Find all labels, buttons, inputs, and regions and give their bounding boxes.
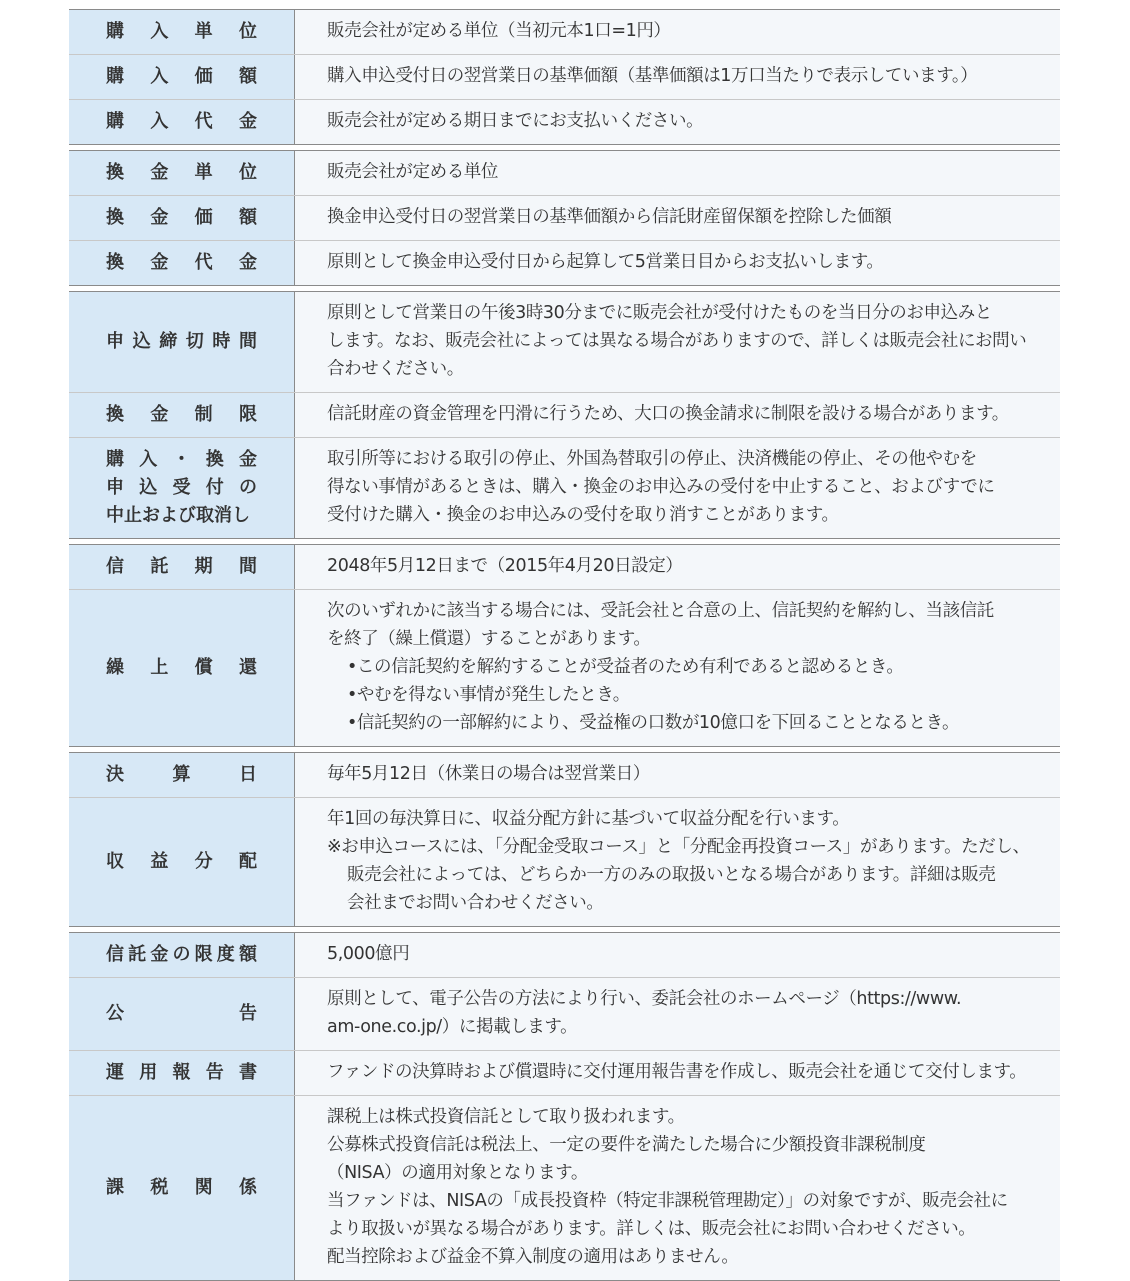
table-group <box>69 9 1060 145</box>
row-label-line: 運 用 報 告 書 <box>106 1062 257 1083</box>
row-value-line: 2048年5月12日まで（2015年4月20日設定） <box>327 556 683 576</box>
row-label-line: 購 入 単 位 <box>106 21 257 42</box>
row-value-line: 得ない事情があるときは、購入・換金のお申込みの受付を中止すること、およびすでに <box>327 477 995 497</box>
row-label-line: 換 金 制 限 <box>106 404 257 425</box>
row-label-line: 決 算 日 <box>106 764 257 785</box>
row-label-line: 課 税 関 係 <box>106 1177 257 1198</box>
row-value <box>295 10 1060 54</box>
row-label <box>69 1096 295 1280</box>
row-label <box>69 100 295 144</box>
row-label-line: 信 託 期 間 <box>106 556 257 577</box>
row-value-line: am-one.co.jp/）に掲載します。 <box>327 1017 578 1037</box>
row-value-line: ファンドの決算時および償還時に交付運用報告書を作成し、販売会社を通じて交付します。 <box>327 1062 1027 1082</box>
row-label <box>69 933 295 977</box>
row-label <box>69 753 295 797</box>
table-group <box>69 752 1060 927</box>
row-value-line: ※お申込コースには、「分配金受取コース」と「分配金再投資コース」があります。ただし、 <box>327 837 1030 857</box>
row-label <box>69 393 295 437</box>
table-group <box>69 150 1060 286</box>
row-label-line: 中止および取消し <box>106 505 250 526</box>
row-label <box>69 151 295 195</box>
row-label-line: 収 益 分 配 <box>106 851 257 872</box>
row-value-line: 販売会社が定める期日までにお支払いください。 <box>327 111 704 131</box>
row-label <box>69 798 295 926</box>
table-row-purchase-payment <box>69 99 1060 144</box>
row-value <box>295 196 1060 240</box>
fund-terms-table <box>69 9 1060 1281</box>
row-value-line: •この信託契約を解約することが受益者のため有利であると認めるとき。 <box>347 657 904 677</box>
row-label <box>69 590 295 746</box>
row-label-line: 購 入 代 金 <box>106 111 257 132</box>
row-value-line: 公募株式投資信託は税法上、一定の要件を満たした場合に少額投資非課税制度 <box>327 1135 926 1155</box>
row-value-line: 信託財産の資金管理を円滑に行うため、大口の換金請求に制限を設ける場合があります。 <box>327 404 1009 424</box>
row-label-line: 購 入 価 額 <box>106 66 257 87</box>
row-value <box>295 978 1060 1050</box>
table-row-taxation <box>69 1095 1060 1280</box>
table-row-trust-limit <box>69 933 1060 977</box>
table-row-purchase-unit <box>69 10 1060 54</box>
table-group <box>69 291 1060 539</box>
table-row-management-report <box>69 1050 1060 1095</box>
row-value-line: 購入申込受付日の翌営業日の基準価額（基準価額は1万口当たりで表示しています。） <box>327 66 978 86</box>
row-label <box>69 978 295 1050</box>
table-row-redemption-payment <box>69 240 1060 285</box>
row-label <box>69 438 295 538</box>
table-row-public-notice <box>69 977 1060 1050</box>
row-label <box>69 10 295 54</box>
row-label-line: 換 金 価 額 <box>106 207 257 228</box>
row-value-line: 年1回の毎決算日に、収益分配方針に基づいて収益分配を行います。 <box>327 809 850 829</box>
table-row-distribution <box>69 797 1060 926</box>
row-value <box>295 1096 1060 1280</box>
row-value-line: します。なお、販売会社によっては異なる場合がありますので、詳しくは販売会社にお問い <box>327 331 1027 351</box>
row-value-line: 次のいずれかに該当する場合には、受託会社と合意の上、信託契約を解約し、当該信託 <box>327 601 994 621</box>
row-value-line: 販売会社が定める単位 <box>327 162 498 182</box>
row-value-line: •やむを得ない事情が発生したとき。 <box>347 685 630 705</box>
row-value-line: 取引所等における取引の停止、外国為替取引の停止、決済機能の停止、その他やむを <box>327 449 977 469</box>
row-label-line: 換 金 代 金 <box>106 252 257 273</box>
table-group <box>69 544 1060 747</box>
table-row-redemption-unit <box>69 151 1060 195</box>
row-value <box>295 241 1060 285</box>
row-value <box>295 151 1060 195</box>
row-value-line: 5,000億円 <box>327 944 410 964</box>
row-value-line: 毎年5月12日（休業日の場合は翌営業日） <box>327 764 650 784</box>
table-row-trust-period <box>69 545 1060 589</box>
row-value <box>295 753 1060 797</box>
row-value-line: 原則として営業日の午後3時30分までに販売会社が受付けたものを当日分のお申込みと <box>327 303 992 323</box>
table-group <box>69 932 1060 1281</box>
row-value-line: 原則として換金申込受付日から起算して5営業日目からお支払いします。 <box>327 252 884 272</box>
row-value <box>295 55 1060 99</box>
row-value <box>295 798 1060 926</box>
row-value <box>295 438 1060 538</box>
table-row-settlement-date <box>69 753 1060 797</box>
row-label-line: 申 込 締 切 時 間 <box>106 331 257 352</box>
row-value <box>295 545 1060 589</box>
row-value <box>295 292 1060 392</box>
row-value-line: を終了（繰上償還）することがあります。 <box>327 629 651 649</box>
row-value-line: 換金申込受付日の翌営業日の基準価額から信託財産留保額を控除した価額 <box>327 207 892 227</box>
row-value-line: 販売会社によっては、どちらか一方のみの取扱いとなる場合があります。詳細は販売 <box>347 865 996 885</box>
row-label-line: 購 入 ・ 換 金 <box>106 449 257 470</box>
table-row-suspension <box>69 437 1060 538</box>
table-row-redemption-price <box>69 195 1060 240</box>
row-value-line: 課税上は株式投資信託として取り扱われます。 <box>327 1107 685 1127</box>
row-label-line: 換 金 単 位 <box>106 162 257 183</box>
row-label <box>69 545 295 589</box>
row-label-line: 繰 上 償 還 <box>106 657 257 678</box>
row-label <box>69 241 295 285</box>
row-value <box>295 393 1060 437</box>
table-row-redemption-limit <box>69 392 1060 437</box>
row-label-line: 信 託 金 の 限 度 額 <box>106 944 257 965</box>
row-value-line: 原則として、電子公告の方法により行い、委託会社のホームページ（https://www. <box>327 989 962 1009</box>
row-value-line: 合わせください。 <box>327 359 464 379</box>
row-label-line: 申 込 受 付 の <box>106 477 257 498</box>
row-value-line: より取扱いが異なる場合があります。詳しくは、販売会社にお問い合わせください。 <box>327 1219 976 1239</box>
row-value-line: •信託契約の一部解約により、受益権の口数が10億口を下回ることとなるとき。 <box>347 713 960 733</box>
row-label <box>69 1051 295 1095</box>
row-value <box>295 590 1060 746</box>
row-value-line: 当ファンドは、NISAの「成長投資枠（特定非課税管理勘定）」の対象ですが、販売会社に <box>327 1191 1008 1211</box>
row-value <box>295 1051 1060 1095</box>
table-row-cutoff-time <box>69 292 1060 392</box>
row-value-line: （NISA）の適用対象となります。 <box>327 1163 588 1183</box>
table-row-early-redemption <box>69 589 1060 746</box>
row-label <box>69 196 295 240</box>
row-label <box>69 55 295 99</box>
row-value <box>295 933 1060 977</box>
row-value-line: 販売会社が定める単位（当初元本1口=1円） <box>327 21 671 41</box>
row-value-line: 配当控除および益金不算入制度の適用はありません。 <box>327 1247 739 1267</box>
row-value-line: 会社までお問い合わせください。 <box>347 893 604 913</box>
row-label <box>69 292 295 392</box>
row-label-line: 公 告 <box>106 1003 257 1024</box>
table-row-purchase-price <box>69 54 1060 99</box>
row-value-line: 受付けた購入・換金のお申込みの受付を取り消すことがあります。 <box>327 505 839 525</box>
row-value <box>295 100 1060 144</box>
